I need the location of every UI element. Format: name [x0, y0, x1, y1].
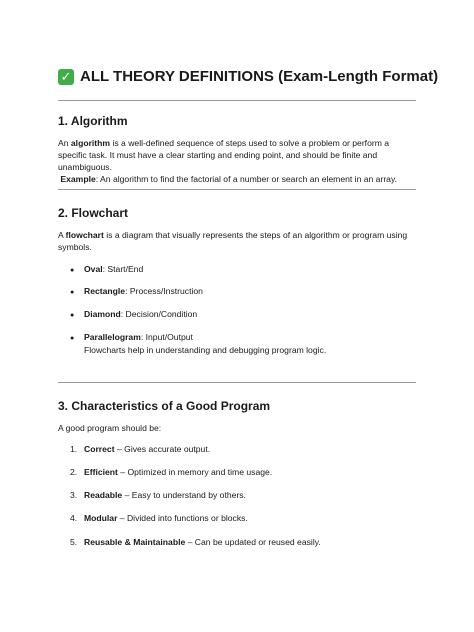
- list-item-number: 2.: [70, 467, 78, 477]
- flowchart-term: flowchart: [65, 230, 104, 240]
- divider: [58, 100, 416, 101]
- list-item-term: Readable: [84, 490, 123, 500]
- list-item: [70, 537, 321, 547]
- list-item-desc: – Can be updated or reused easily.: [185, 537, 321, 547]
- section-heading-good-program: 3. Characteristics of a Good Program: [58, 399, 271, 413]
- list-item-term: Diamond: [84, 309, 121, 319]
- list-item-number: 4.: [70, 513, 78, 523]
- list-item: [70, 444, 211, 454]
- algorithm-example-label: Example: [60, 174, 96, 184]
- list-item-desc: : Process/Instruction: [125, 286, 203, 296]
- algorithm-term: algorithm: [70, 138, 111, 148]
- list-item-desc: – Divided into functions or blocks.: [117, 513, 248, 523]
- list-item: [70, 467, 273, 477]
- divider: [58, 382, 416, 383]
- list-item-term: Oval: [84, 264, 103, 274]
- list-item-number: 5.: [70, 537, 78, 547]
- list-item-term: Rectangle: [84, 286, 126, 296]
- section-heading-algorithm: 1. Algorithm: [58, 114, 128, 128]
- list-item: [70, 264, 144, 274]
- list-item-desc: – Optimized in memory and time usage.: [117, 467, 273, 477]
- flowchart-note: Flowcharts help in understanding and debugging program logic.: [84, 345, 327, 355]
- bullet-icon: ●: [70, 267, 75, 274]
- list-item-term: Efficient: [84, 467, 118, 477]
- list-item: [70, 286, 203, 296]
- algorithm-paragraph-pre: An: [58, 138, 71, 148]
- list-item-term: Parallelogram: [84, 332, 141, 342]
- list-item-number: 1.: [70, 444, 78, 454]
- good-program-intro: A good program should be:: [58, 423, 162, 433]
- list-item: [70, 490, 246, 500]
- bullet-icon: ●: [70, 289, 75, 296]
- list-item-desc: : Decision/Condition: [120, 309, 198, 319]
- flowchart-paragraph-pre: A: [58, 230, 66, 240]
- list-item-term: Correct: [84, 444, 115, 454]
- algorithm-example-text: : An algorithm to find the factorial of a number or search an element in an array.: [95, 174, 398, 184]
- flowchart-paragraph: [58, 229, 420, 253]
- bullet-icon: ●: [70, 312, 75, 319]
- page-title: [58, 68, 438, 85]
- bullet-icon: ●: [70, 335, 75, 342]
- divider: [58, 189, 416, 190]
- list-item: [70, 513, 248, 523]
- list-item-desc: : Start/End: [102, 264, 144, 274]
- check-mark-icon: ✓: [58, 69, 74, 85]
- list-item-number: 3.: [70, 490, 78, 500]
- list-item-desc: – Gives accurate output.: [114, 444, 211, 454]
- list-item-desc: : Input/Output: [140, 332, 193, 342]
- section-heading-flowchart: 2. Flowchart: [58, 206, 129, 220]
- algorithm-paragraph-rest: is a well-defined sequence of steps used to solve a problem or perform a specific task. It must have a clear starting and ending point, and should be finite and unambiguous.: [58, 138, 390, 172]
- list-item-term: Reusable & Maintainable: [84, 537, 186, 547]
- list-item-term: Modular: [84, 513, 118, 523]
- algorithm-paragraph: [58, 137, 420, 185]
- page-title-text: ALL THEORY DEFINITIONS (Exam-Length Format): [80, 68, 439, 85]
- flowchart-paragraph-rest: is a diagram that visually represents the steps of an algorithm or program using symbols.: [58, 230, 408, 252]
- list-item: [70, 332, 193, 342]
- list-item: [70, 309, 198, 319]
- list-item-desc: – Easy to understand by others.: [122, 490, 246, 500]
